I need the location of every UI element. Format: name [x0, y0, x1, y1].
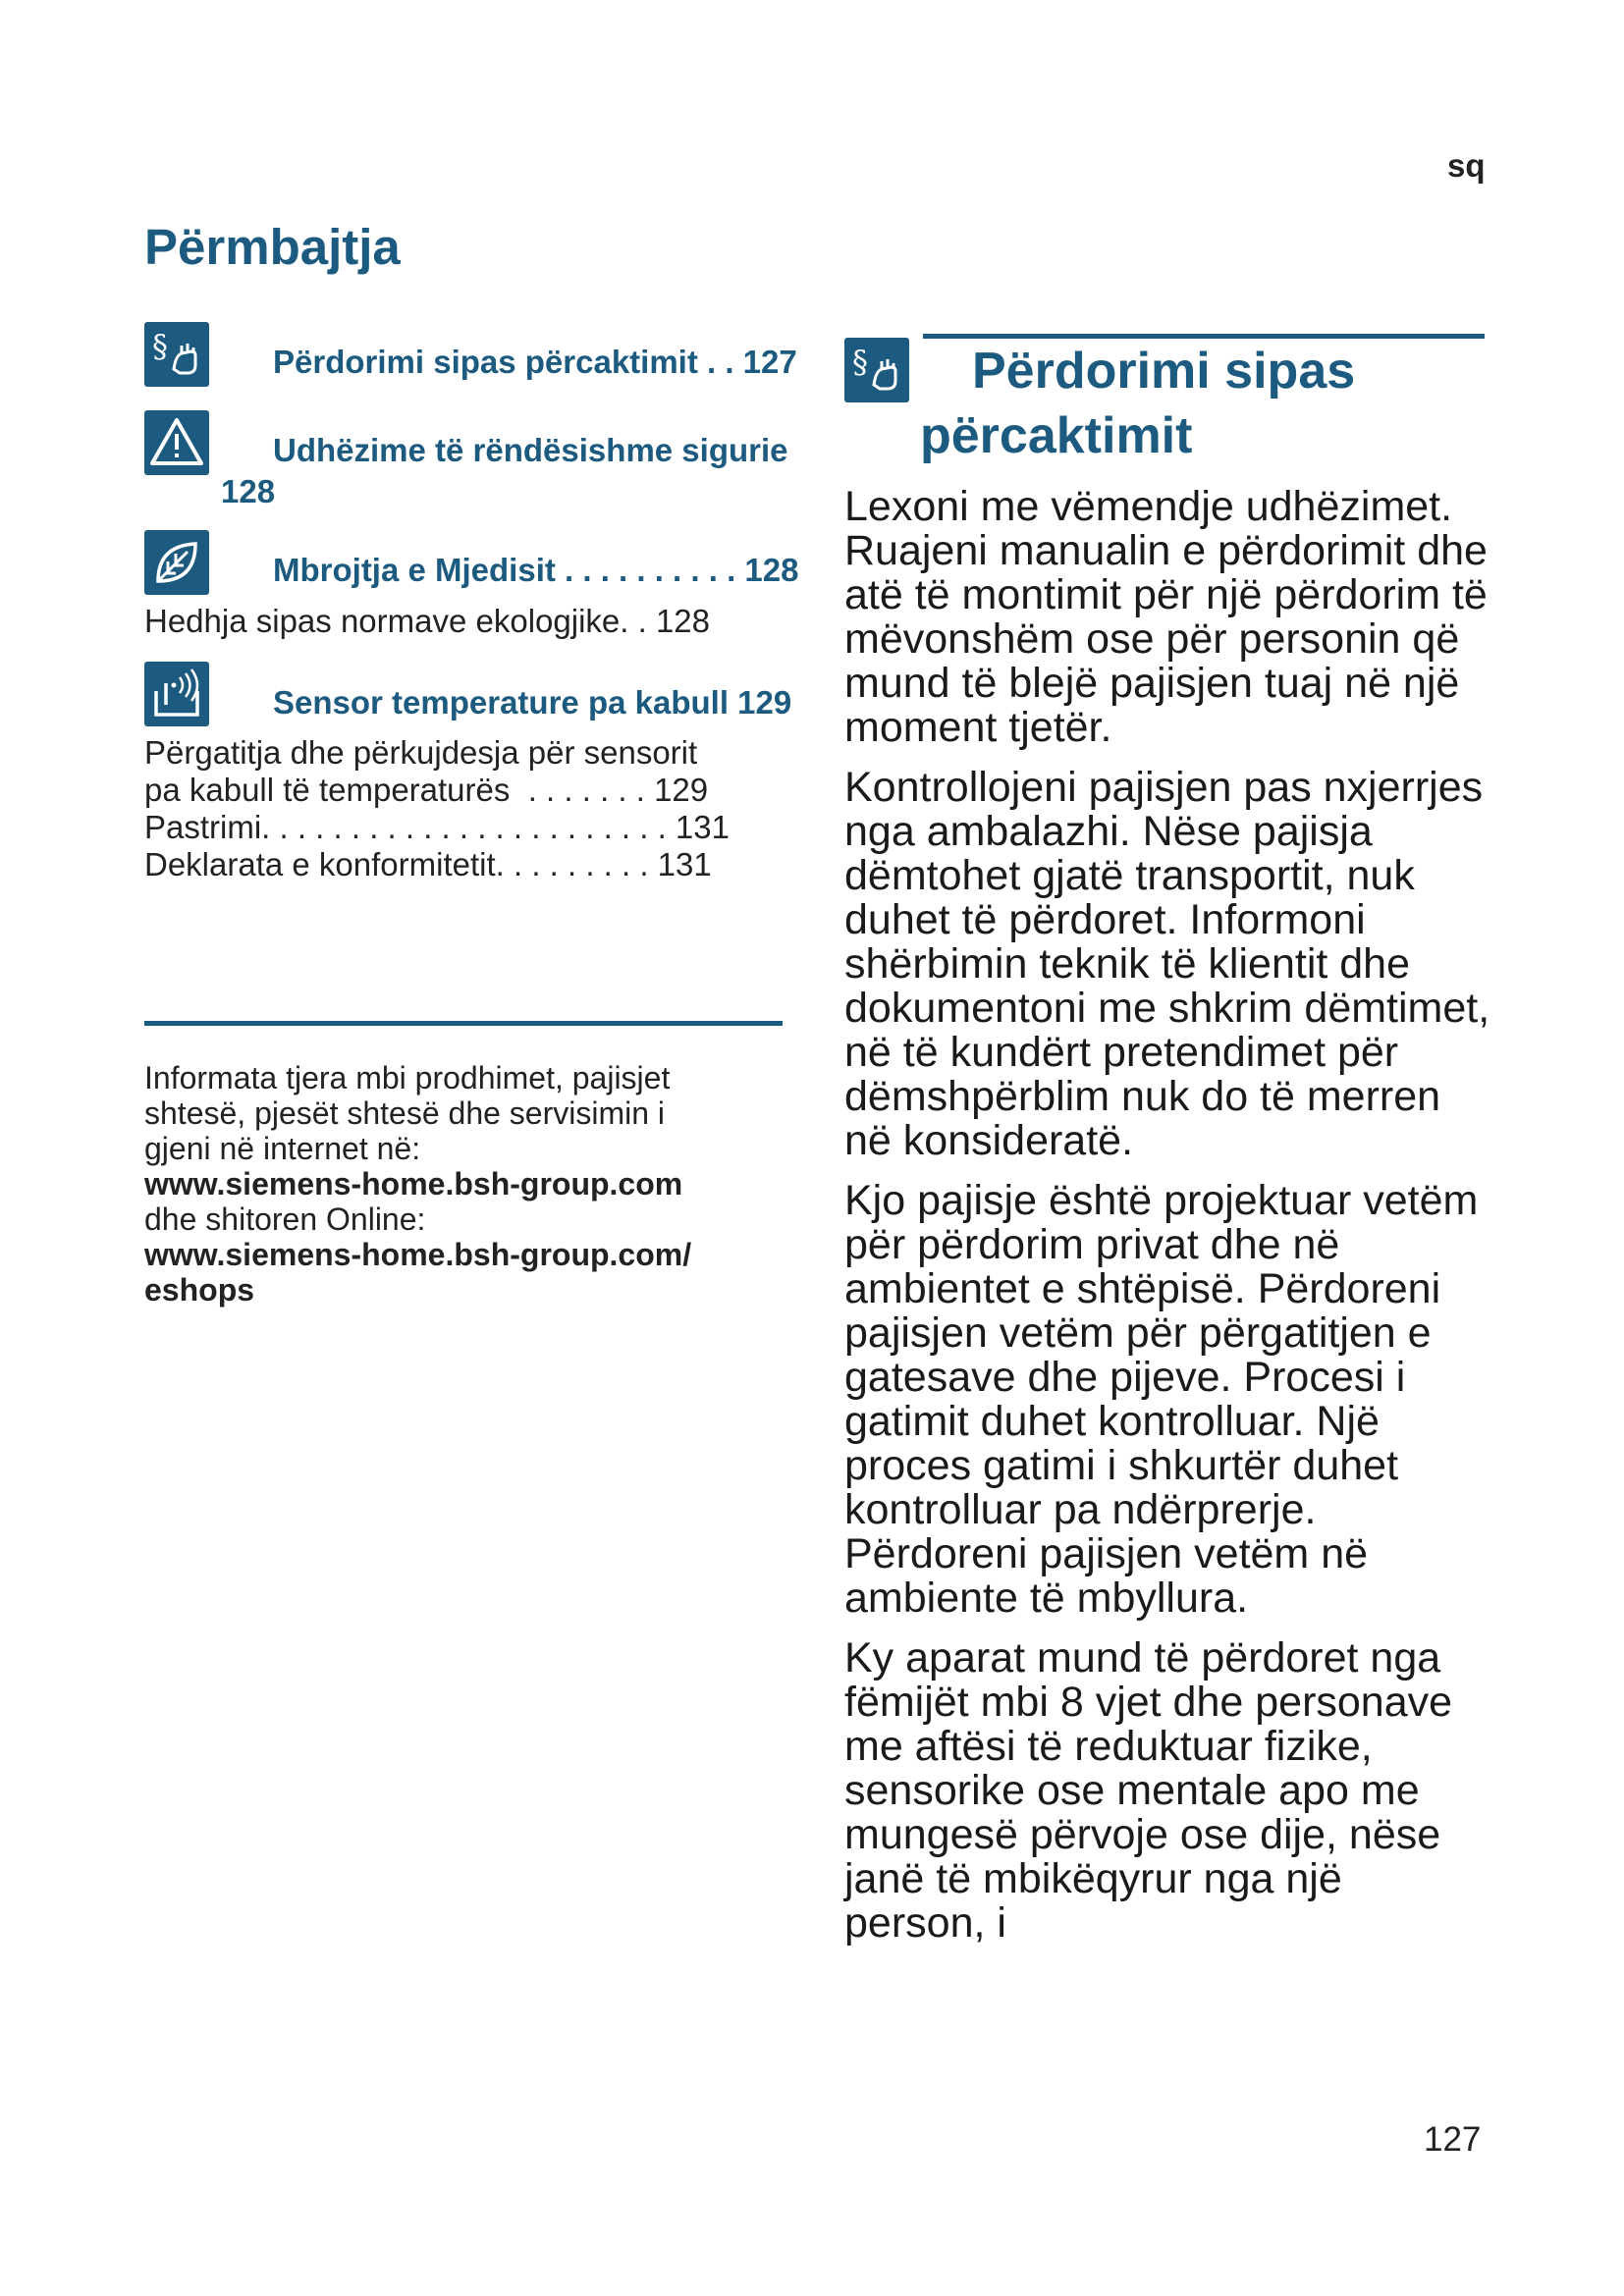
paragraph: Kontrollojeni pajisjen pas nxjerrjes nga ambalazhi. Nëse pajisja dëmtohet gjatë transportit, nuk duhet të përdoret. Informoni shërbimin teknik të klientit dhe dokumentoni me shkrim dëmtimet, në të kundërt pretendimet për dëmshpërblim nuk do të merren në konsideratë.: [844, 764, 1490, 1164]
svg-text:§: §: [852, 344, 868, 381]
section-hand-icon: [144, 322, 209, 387]
info-text: dhe shitoren Online:: [144, 1201, 426, 1237]
website-link[interactable]: www.siemens-home.bsh-group.com: [144, 1166, 683, 1201]
toc-entry-safety-page[interactable]: 128: [221, 473, 276, 509]
toc-entry-intended-use[interactable]: Përdorimi sipas përcaktimit . . 127: [273, 344, 797, 380]
section-title-cont: përcaktimit: [920, 407, 1193, 464]
paragraph: Kjo pajisje është projektuar vetëm për përdorim privat dhe në ambientet e shtëpisë. Përdoreni pajisjen vetëm për përgatitjen e gatesave dhe pijeve. Procesi i gatimit duhet kontrolluar. Një proces gatimi i shkurtër duhet kontrolluar pa ndërprerje. Përdoreni pajisjen vetëm në ambiente të mbyllura.: [844, 1177, 1479, 1622]
eshop-link-cont[interactable]: eshops: [144, 1272, 255, 1308]
toc-entry-sensor[interactable]: Sensor temperature pa kabull 129: [273, 684, 792, 721]
toc-sub-cleaning[interactable]: Pastrimi. . . . . . . . . . . . . . . . . . . . . . . 131: [144, 809, 730, 845]
wireless-sensor-icon: [144, 662, 209, 726]
section-rule: [923, 334, 1485, 339]
toc-entry-environment[interactable]: Mbrojtja e Mjedisit . . . . . . . . . . 128: [273, 552, 799, 588]
warning-triangle-icon: [144, 410, 209, 475]
section-body: [844, 485, 1492, 1961]
divider-rule: [144, 1021, 783, 1026]
paragraph: Lexoni me vëmendje udhëzimet. Ruajeni manualin e përdorimit dhe atë të montimit për një përdorim të mëvonshëm ose për personin që mund të blejë pajisjen tuaj në një moment tjetër.: [844, 483, 1488, 751]
info-text: gjeni në internet në:: [144, 1131, 421, 1166]
section-title: Përdorimi sipas: [972, 343, 1356, 400]
info-text: shtesë, pjesët shtesë dhe servisimin i: [144, 1095, 666, 1131]
toc-sub-disposal[interactable]: Hedhja sipas normave ekologjike. . 128: [144, 603, 711, 639]
eshop-link[interactable]: www.siemens-home.bsh-group.com/: [144, 1237, 692, 1272]
info-block: [144, 1060, 792, 1308]
toc-sub-preparation[interactable]: Përgatitja dhe përkujdesja për sensorit: [144, 734, 698, 771]
toc-title: Përmbajtja: [144, 219, 401, 275]
toc-entry-safety[interactable]: Udhëzime të rëndësishme sigurie: [273, 432, 788, 468]
paragraph: Ky aparat mund të përdoret nga fëmijët mbi 8 vjet dhe personave me aftësi të reduktuar fizike, sensorike ose mentale apo me mungesë përvoje ose dije, nëse janë të mbikëqyrur nga një person, i: [844, 1634, 1453, 1947]
info-text: Informata tjera mbi prodhimet, pajisjet: [144, 1060, 671, 1095]
leaf-icon: [144, 530, 209, 595]
page-number: 127: [1424, 2120, 1482, 2159]
toc-sub-conformity[interactable]: Deklarata e konformitetit. . . . . . . . . 131: [144, 846, 712, 882]
language-code: sq: [1447, 147, 1486, 184]
toc-sub-preparation-cont[interactable]: pa kabull të temperaturës . . . . . . . 129: [144, 772, 709, 808]
section-hand-icon: [844, 338, 909, 402]
svg-text:§: §: [152, 328, 168, 365]
